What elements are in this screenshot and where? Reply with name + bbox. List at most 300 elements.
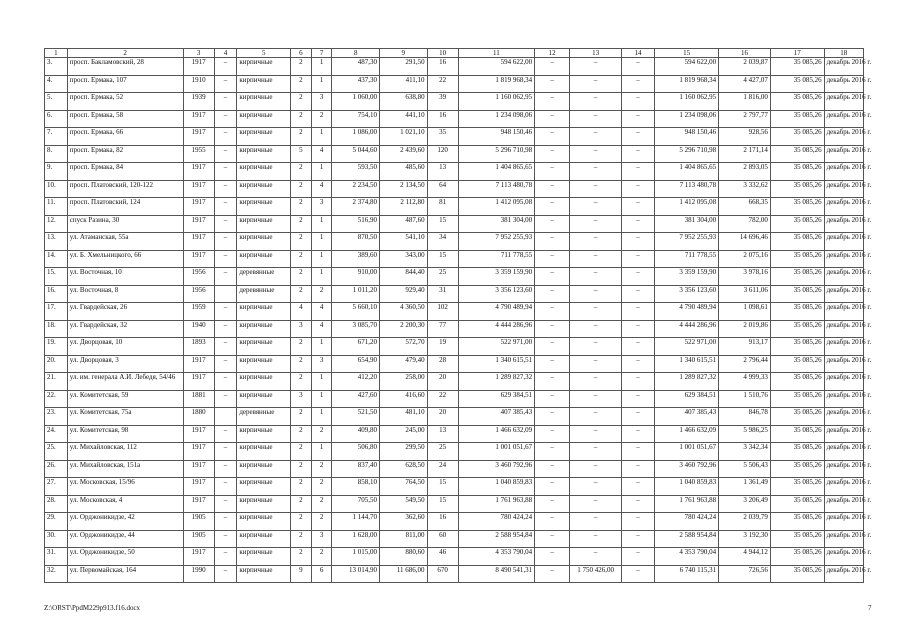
- table-cell: 668,35: [719, 198, 771, 216]
- table-cell: 4: [311, 303, 332, 321]
- table-cell: 291,50: [380, 58, 428, 76]
- table-cell: 4 353 790,04: [458, 548, 535, 566]
- table-cell: –: [535, 495, 570, 513]
- table-cell: 2: [291, 180, 312, 198]
- table-cell: –: [535, 75, 570, 93]
- table-cell: 1956: [183, 285, 214, 303]
- table-cell: 46: [427, 548, 458, 566]
- table-cell: –: [621, 198, 654, 216]
- table-cell: –: [570, 338, 622, 356]
- table-cell: –: [535, 565, 570, 583]
- table-cell: 12.: [45, 215, 68, 233]
- table-cell: 3 206,49: [719, 495, 771, 513]
- column-number-header: 6: [291, 49, 312, 58]
- table-cell: –: [535, 303, 570, 321]
- table-cell: кирпичные: [237, 180, 291, 198]
- table-cell: –: [621, 425, 654, 443]
- table-cell: 35 085,26: [770, 75, 824, 93]
- table-cell: 522 971,00: [655, 338, 719, 356]
- address-cell: ул. Московская, 4: [67, 495, 183, 513]
- table-cell: кирпичные: [237, 460, 291, 478]
- table-row: [45, 250, 864, 268]
- table-cell: –: [535, 478, 570, 496]
- table-cell: 407 385,43: [655, 408, 719, 426]
- table-cell: –: [535, 180, 570, 198]
- table-cell: 1917: [183, 425, 214, 443]
- table-cell: 258,00: [380, 373, 428, 391]
- table-cell: 928,56: [719, 128, 771, 146]
- table-cell: 1 412 095,08: [458, 198, 535, 216]
- table-cell: –: [214, 163, 237, 181]
- table-cell: 2: [291, 513, 312, 531]
- table-cell: –: [214, 338, 237, 356]
- table-cell: –: [570, 425, 622, 443]
- table-cell: –: [621, 128, 654, 146]
- table-cell: –: [214, 233, 237, 251]
- column-number-header: 3: [183, 49, 214, 58]
- table-cell: 1940: [183, 320, 214, 338]
- table-cell: 22.: [45, 390, 68, 408]
- table-cell: 362,60: [380, 513, 428, 531]
- column-number-header: 2: [67, 49, 183, 58]
- table-cell: –: [535, 390, 570, 408]
- address-cell: просп. Ермака, 84: [67, 163, 183, 181]
- table-cell: –: [535, 355, 570, 373]
- address-cell: ул. Орджоникидзе, 42: [67, 513, 183, 531]
- table-cell: 13 014,90: [332, 565, 380, 583]
- table-cell: кирпичные: [237, 303, 291, 321]
- table-cell: 671,20: [332, 338, 380, 356]
- table-row: [45, 338, 864, 356]
- address-cell: ул. Атаманская, 55а: [67, 233, 183, 251]
- table-cell: 948 150,46: [655, 128, 719, 146]
- table-cell: 726,56: [719, 565, 771, 583]
- table-cell: декабрь 2016 г.: [824, 390, 863, 408]
- table-cell: –: [621, 58, 654, 76]
- table-cell: 811,00: [380, 530, 428, 548]
- table-cell: 2: [311, 285, 332, 303]
- table-cell: –: [570, 443, 622, 461]
- table-cell: 7 952 255,93: [458, 233, 535, 251]
- table-cell: 60: [427, 530, 458, 548]
- table-cell: –: [535, 233, 570, 251]
- table-cell: –: [621, 373, 654, 391]
- table-cell: 870,50: [332, 233, 380, 251]
- table-cell: 15: [427, 215, 458, 233]
- address-cell: ул. Комитетская, 59: [67, 390, 183, 408]
- table-cell: 2: [311, 460, 332, 478]
- table-cell: 2 075,16: [719, 250, 771, 268]
- table-cell: 1 466 632,09: [655, 425, 719, 443]
- table-cell: кирпичные: [237, 75, 291, 93]
- table-cell: 1 001 051,67: [655, 443, 719, 461]
- table-cell: кирпичные: [237, 215, 291, 233]
- table-cell: –: [570, 530, 622, 548]
- table-row: [45, 513, 864, 531]
- table-cell: 629 384,51: [655, 390, 719, 408]
- address-cell: ул. Комитетская, 75а: [67, 408, 183, 426]
- table-cell: 3: [291, 390, 312, 408]
- table-cell: 381 304,00: [458, 215, 535, 233]
- table-cell: 1917: [183, 355, 214, 373]
- table-cell: 2: [291, 530, 312, 548]
- table-cell: –: [621, 268, 654, 286]
- table-cell: 3.: [45, 58, 68, 76]
- table-cell: 2 234,50: [332, 180, 380, 198]
- table-cell: 2: [291, 93, 312, 111]
- table-cell: [214, 285, 237, 303]
- table-cell: 1 011,20: [332, 285, 380, 303]
- table-cell: 1 761 963,88: [458, 495, 535, 513]
- table-cell: 35 085,26: [770, 530, 824, 548]
- table-cell: –: [621, 110, 654, 128]
- table-cell: –: [570, 198, 622, 216]
- table-row: [45, 303, 864, 321]
- table-row: [45, 233, 864, 251]
- table-cell: 1 015,00: [332, 548, 380, 566]
- table-cell: –: [570, 513, 622, 531]
- table-cell: 35 085,26: [770, 320, 824, 338]
- address-cell: ул. Первомайская, 164: [67, 565, 183, 583]
- table-cell: кирпичные: [237, 93, 291, 111]
- table-cell: 2: [291, 460, 312, 478]
- table-cell: 2: [291, 268, 312, 286]
- table-cell: 19: [427, 338, 458, 356]
- table-cell: 880,60: [380, 548, 428, 566]
- table-cell: –: [535, 145, 570, 163]
- table-cell: –: [535, 268, 570, 286]
- table-cell: 1 098,61: [719, 303, 771, 321]
- table-cell: 10.: [45, 180, 68, 198]
- table-cell: 1 628,00: [332, 530, 380, 548]
- table-row: [45, 355, 864, 373]
- table-cell: 1955: [183, 145, 214, 163]
- table-cell: декабрь 2016 г.: [824, 93, 863, 111]
- table-cell: 2: [311, 548, 332, 566]
- table-cell: 2 797,77: [719, 110, 771, 128]
- table-cell: 13: [427, 163, 458, 181]
- table-cell: –: [214, 373, 237, 391]
- column-number-header: 5: [237, 49, 291, 58]
- table-row: [45, 320, 864, 338]
- table-cell: 14 696,46: [719, 233, 771, 251]
- table-cell: декабрь 2016 г.: [824, 58, 863, 76]
- table-cell: –: [535, 530, 570, 548]
- table-cell: –: [535, 425, 570, 443]
- table-cell: –: [214, 320, 237, 338]
- table-cell: 2: [291, 198, 312, 216]
- table-cell: 35 085,26: [770, 233, 824, 251]
- table-cell: 2: [291, 110, 312, 128]
- table-cell: –: [621, 145, 654, 163]
- table-cell: кирпичные: [237, 478, 291, 496]
- table-cell: 1 144,70: [332, 513, 380, 531]
- table-cell: 481,10: [380, 408, 428, 426]
- table-cell: декабрь 2016 г.: [824, 548, 863, 566]
- table-cell: 593,50: [332, 163, 380, 181]
- table-cell: –: [214, 180, 237, 198]
- column-number-header: 1: [45, 49, 68, 58]
- table-cell: –: [214, 110, 237, 128]
- table-cell: –: [621, 478, 654, 496]
- table-cell: 35 085,26: [770, 58, 824, 76]
- table-cell: 6 740 115,31: [655, 565, 719, 583]
- table-cell: 29.: [45, 513, 68, 531]
- table-cell: 780 424,24: [458, 513, 535, 531]
- table-cell: 1 340 615,51: [458, 355, 535, 373]
- table-cell: 35 085,26: [770, 460, 824, 478]
- table-row: [45, 390, 864, 408]
- table-cell: 411,10: [380, 75, 428, 93]
- table-cell: 780 424,24: [655, 513, 719, 531]
- table-cell: 15: [427, 495, 458, 513]
- table-cell: 21.: [45, 373, 68, 391]
- table-cell: 1: [311, 128, 332, 146]
- table-cell: –: [535, 320, 570, 338]
- table-cell: декабрь 2016 г.: [824, 128, 863, 146]
- table-cell: 1917: [183, 163, 214, 181]
- table-cell: декабрь 2016 г.: [824, 233, 863, 251]
- table-cell: 1 816,00: [719, 93, 771, 111]
- table-cell: 3: [291, 320, 312, 338]
- table-cell: кирпичные: [237, 425, 291, 443]
- table-cell: –: [535, 215, 570, 233]
- table-cell: –: [214, 390, 237, 408]
- table-cell: 5 506,43: [719, 460, 771, 478]
- table-cell: кирпичные: [237, 128, 291, 146]
- table-cell: 3: [311, 355, 332, 373]
- table-cell: –: [621, 285, 654, 303]
- table-cell: декабрь 2016 г.: [824, 408, 863, 426]
- table-cell: 4.: [45, 75, 68, 93]
- address-cell: ул. Комитетская, 98: [67, 425, 183, 443]
- table-cell: 1: [311, 373, 332, 391]
- table-cell: 2: [291, 215, 312, 233]
- table-cell: 15: [427, 250, 458, 268]
- table-cell: 30.: [45, 530, 68, 548]
- table-cell: 1 160 062,95: [458, 93, 535, 111]
- column-number-header: 9: [380, 49, 428, 58]
- column-number-header: 7: [311, 49, 332, 58]
- table-cell: 1917: [183, 110, 214, 128]
- table-cell: 1917: [183, 250, 214, 268]
- table-cell: 35 085,26: [770, 513, 824, 531]
- table-cell: кирпичные: [237, 58, 291, 76]
- table-cell: 15: [427, 478, 458, 496]
- column-number-header: 4: [214, 49, 237, 58]
- table-cell: декабрь 2016 г.: [824, 303, 863, 321]
- table-cell: 14.: [45, 250, 68, 268]
- table-cell: 3 460 792,96: [655, 460, 719, 478]
- table-cell: –: [621, 460, 654, 478]
- table-cell: 1917: [183, 495, 214, 513]
- table-cell: –: [535, 110, 570, 128]
- table-row: [45, 110, 864, 128]
- table-cell: 13: [427, 425, 458, 443]
- table-cell: 35 085,26: [770, 215, 824, 233]
- address-cell: ул. Орджоникидзе, 50: [67, 548, 183, 566]
- table-cell: 1 060,00: [332, 93, 380, 111]
- table-cell: 1: [311, 233, 332, 251]
- header-row: [45, 49, 864, 58]
- table-cell: 35: [427, 128, 458, 146]
- table-cell: 1990: [183, 565, 214, 583]
- table-row: [45, 75, 864, 93]
- address-cell: ул. Б. Хмельницкого, 66: [67, 250, 183, 268]
- table-cell: –: [214, 425, 237, 443]
- table-cell: 2: [291, 163, 312, 181]
- table-cell: –: [535, 163, 570, 181]
- table-cell: 913,17: [719, 338, 771, 356]
- table-cell: 549,50: [380, 495, 428, 513]
- address-cell: ул. Московская, 15/96: [67, 478, 183, 496]
- table-cell: 2: [291, 233, 312, 251]
- table-cell: –: [621, 408, 654, 426]
- table-cell: 754,10: [332, 110, 380, 128]
- column-number-header: 16: [719, 49, 771, 58]
- table-row: [45, 268, 864, 286]
- table-cell: 1: [311, 408, 332, 426]
- table-cell: 22: [427, 390, 458, 408]
- table-cell: –: [570, 233, 622, 251]
- table-cell: 120: [427, 145, 458, 163]
- table-cell: кирпичные: [237, 355, 291, 373]
- table-cell: 39: [427, 93, 458, 111]
- table-cell: 17.: [45, 303, 68, 321]
- table-cell: 2: [291, 285, 312, 303]
- table-cell: 1 761 963,88: [655, 495, 719, 513]
- table-cell: 35 085,26: [770, 565, 824, 583]
- table-cell: 16: [427, 110, 458, 128]
- table-cell: 4 353 790,04: [655, 548, 719, 566]
- table-cell: 3 359 159,90: [458, 268, 535, 286]
- table-cell: –: [214, 93, 237, 111]
- table-cell: 1 021,10: [380, 128, 428, 146]
- table-cell: 8.: [45, 145, 68, 163]
- table-row: [45, 565, 864, 583]
- table-cell: 2: [291, 338, 312, 356]
- table-cell: 782,00: [719, 215, 771, 233]
- table-cell: 4 444 286,96: [655, 320, 719, 338]
- table-cell: 541,10: [380, 233, 428, 251]
- table-cell: –: [214, 75, 237, 93]
- table-cell: 409,80: [332, 425, 380, 443]
- table-cell: декабрь 2016 г.: [824, 163, 863, 181]
- table-cell: 2: [311, 478, 332, 496]
- table-cell: –: [621, 443, 654, 461]
- table-cell: 1 086,00: [332, 128, 380, 146]
- address-cell: ул. Орджоникидзе, 44: [67, 530, 183, 548]
- column-number-header: 18: [824, 49, 863, 58]
- table-cell: 3: [311, 198, 332, 216]
- table-cell: –: [621, 513, 654, 531]
- table-cell: 35 085,26: [770, 145, 824, 163]
- table-cell: –: [535, 128, 570, 146]
- table-cell: 35 085,26: [770, 390, 824, 408]
- table-cell: 2: [311, 110, 332, 128]
- table-cell: декабрь 2016 г.: [824, 320, 863, 338]
- table-row: [45, 215, 864, 233]
- table-cell: 3 342,34: [719, 443, 771, 461]
- table-cell: 521,50: [332, 408, 380, 426]
- table-cell: 24.: [45, 425, 68, 443]
- table-cell: 35 085,26: [770, 408, 824, 426]
- table-cell: 27.: [45, 478, 68, 496]
- column-number-header: 14: [621, 49, 654, 58]
- table-cell: 1917: [183, 233, 214, 251]
- table-cell: –: [214, 303, 237, 321]
- table-row: [45, 460, 864, 478]
- table-cell: –: [621, 338, 654, 356]
- table-cell: кирпичные: [237, 250, 291, 268]
- table-cell: –: [570, 495, 622, 513]
- table-cell: –: [214, 250, 237, 268]
- table-cell: 427,60: [332, 390, 380, 408]
- table-cell: декабрь 2016 г.: [824, 513, 863, 531]
- table-cell: 77: [427, 320, 458, 338]
- table-cell: 1917: [183, 198, 214, 216]
- table-cell: 2 019,86: [719, 320, 771, 338]
- table-cell: 25: [427, 268, 458, 286]
- table-cell: 4 999,33: [719, 373, 771, 391]
- table-cell: –: [214, 128, 237, 146]
- table-cell: 4: [311, 180, 332, 198]
- table-cell: –: [621, 163, 654, 181]
- table-cell: 858,10: [332, 478, 380, 496]
- table-cell: –: [570, 145, 622, 163]
- table-cell: 4: [291, 303, 312, 321]
- table-cell: 6.: [45, 110, 68, 128]
- table-cell: декабрь 2016 г.: [824, 75, 863, 93]
- table-cell: –: [621, 180, 654, 198]
- table-cell: 2: [291, 250, 312, 268]
- table-cell: 16: [427, 58, 458, 76]
- table-cell: 3 332,62: [719, 180, 771, 198]
- table-cell: 487,60: [380, 215, 428, 233]
- table-cell: –: [214, 215, 237, 233]
- table-cell: 23.: [45, 408, 68, 426]
- table-cell: 31.: [45, 548, 68, 566]
- table-cell: 670: [427, 565, 458, 583]
- address-cell: ул. Михайловская, 112: [67, 443, 183, 461]
- table-cell: –: [570, 373, 622, 391]
- table-cell: 1917: [183, 373, 214, 391]
- table-cell: 910,00: [332, 268, 380, 286]
- table-cell: 381 304,00: [655, 215, 719, 233]
- table-cell: 1 404 865,65: [655, 163, 719, 181]
- table-cell: 1 361,49: [719, 478, 771, 496]
- table-cell: 846,78: [719, 408, 771, 426]
- table-cell: 1: [311, 390, 332, 408]
- table-cell: –: [570, 75, 622, 93]
- table-cell: 3 085,70: [332, 320, 380, 338]
- table-cell: 1: [311, 268, 332, 286]
- table-cell: декабрь 2016 г.: [824, 338, 863, 356]
- table-cell: –: [621, 548, 654, 566]
- address-cell: просп. Ермака, 66: [67, 128, 183, 146]
- table-cell: 1: [311, 250, 332, 268]
- table-cell: 572,70: [380, 338, 428, 356]
- table-cell: 948 150,46: [458, 128, 535, 146]
- table-row: [45, 198, 864, 216]
- table-cell: 28: [427, 355, 458, 373]
- table-cell: 2: [291, 408, 312, 426]
- column-number-header: 8: [332, 49, 380, 58]
- table-cell: –: [214, 565, 237, 583]
- table-cell: 16: [427, 513, 458, 531]
- table-cell: 2 588 954,84: [458, 530, 535, 548]
- table-cell: 1 160 062,95: [655, 93, 719, 111]
